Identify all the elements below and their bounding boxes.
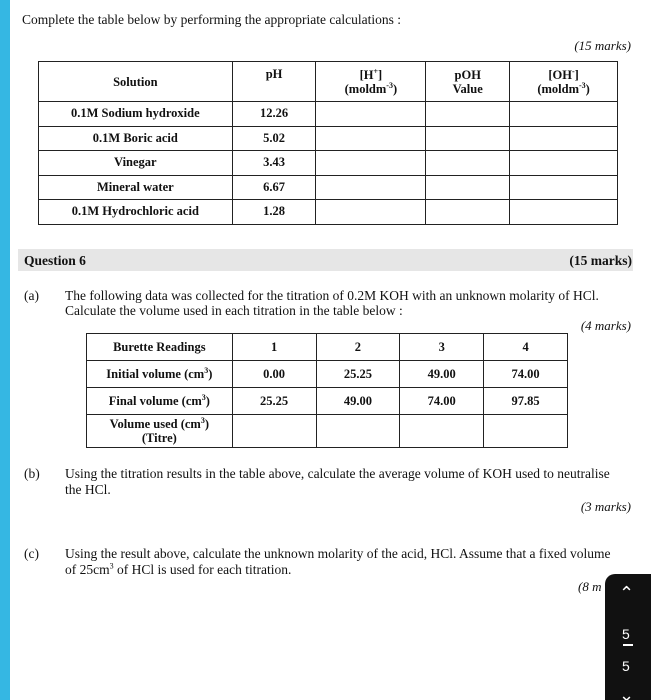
table-row — [39, 175, 618, 200]
table-row — [39, 151, 618, 176]
table-header-row — [87, 334, 568, 361]
page-separator — [623, 644, 633, 646]
current-page-number: 5 — [622, 626, 630, 642]
cell-h-conc[interactable] — [316, 102, 426, 127]
col-header-solution: Solution — [39, 62, 233, 102]
part-a-marks: (4 marks) — [580, 318, 631, 333]
final-volume-label: Final volume $(cm^3)$ — [87, 388, 233, 415]
col-header-ph: pH — [232, 62, 316, 102]
cell-poh[interactable] — [426, 102, 510, 127]
col-header-3: 3 — [400, 334, 484, 361]
cell-poh[interactable] — [426, 175, 510, 200]
instructions-text: Complete the table below by performing the appropriate calculations : — [22, 12, 402, 27]
cell-ph: 12.26 — [232, 102, 316, 127]
cell-ph: 6.67 — [232, 175, 316, 200]
final-volume-cell: 97.85 — [484, 388, 568, 415]
cell-poh[interactable] — [426, 126, 510, 151]
cell-solution: Mineral water — [39, 175, 233, 200]
cell-oh-conc[interactable] — [510, 151, 618, 176]
table1-marks: (15 marks) — [574, 38, 631, 53]
page-navigator — [605, 574, 651, 700]
table-row — [39, 102, 618, 127]
cell-solution: Vinegar — [39, 151, 233, 176]
part-b-marks: (3 marks) — [580, 499, 631, 514]
part-a-label: (a) — [24, 288, 39, 303]
question-header-bar — [18, 249, 633, 271]
part-c-marks: (8 m — [578, 579, 602, 594]
cell-oh-conc[interactable] — [510, 175, 618, 200]
cell-poh[interactable] — [426, 200, 510, 225]
titration-table — [86, 333, 568, 448]
burette-readings-header: Burette Readings — [87, 334, 233, 361]
cell-oh-conc[interactable] — [510, 200, 618, 225]
cell-h-conc[interactable] — [316, 175, 426, 200]
initial-volume-label: Initial volume $(cm^3)$ — [87, 361, 233, 388]
cell-ph: 5.02 — [232, 126, 316, 151]
part-b-line2: the HCl. — [65, 482, 111, 497]
chevron-down-icon[interactable]: ⌄ — [619, 686, 635, 700]
part-a-line1: The following data was collected for the titration of 0.2M KOH with an unknown molarity of HCl. — [65, 288, 599, 303]
part-b-label: (b) — [24, 466, 40, 481]
volume-used-label: Volume used $(cm^3)$ (Titre) — [87, 415, 233, 448]
part-c-line1: Using the result above, calculate the unknown molarity of the acid, HCl. Assume that a fixed volume — [65, 546, 611, 561]
part-a-line2: Calculate the volume used in each titration in the table below : — [65, 303, 403, 318]
volume-used-cell[interactable] — [232, 415, 316, 448]
initial-volume-cell: 0.00 — [232, 361, 316, 388]
initial-volume-cell: 25.25 — [316, 361, 400, 388]
col-header-1: 1 — [232, 334, 316, 361]
cell-solution: 0.1M Sodium hydroxide — [39, 102, 233, 127]
table-row — [39, 126, 618, 151]
final-volume-cell: 74.00 — [400, 388, 484, 415]
table-row — [87, 415, 568, 448]
cell-h-conc[interactable] — [316, 200, 426, 225]
part-c-label: (c) — [24, 546, 39, 561]
cell-ph: 1.28 — [232, 200, 316, 225]
final-volume-cell: 25.25 — [232, 388, 316, 415]
question-title: Question 6 — [24, 253, 86, 268]
chevron-up-icon[interactable]: ⌃ — [619, 583, 635, 603]
volume-used-cell[interactable] — [316, 415, 400, 448]
table-header-row — [39, 62, 618, 102]
col-header-h-conc: [H+] (moldm$^{-3}$) — [316, 62, 426, 102]
table-row — [87, 361, 568, 388]
cell-h-conc[interactable] — [316, 126, 426, 151]
cell-poh[interactable] — [426, 151, 510, 176]
final-volume-cell: 49.00 — [316, 388, 400, 415]
question-marks: (15 marks) — [569, 253, 632, 268]
cell-oh-conc[interactable] — [510, 102, 618, 127]
total-page-number: 5 — [622, 658, 630, 674]
ph-calculation-table — [38, 61, 618, 225]
col-header-4: 4 — [484, 334, 568, 361]
volume-used-cell[interactable] — [484, 415, 568, 448]
cell-ph: 3.43 — [232, 151, 316, 176]
initial-volume-cell: 74.00 — [484, 361, 568, 388]
cell-solution: 0.1M Boric acid — [39, 126, 233, 151]
cell-oh-conc[interactable] — [510, 126, 618, 151]
table-row — [87, 388, 568, 415]
left-accent-bar — [0, 0, 10, 700]
cell-h-conc[interactable] — [316, 151, 426, 176]
part-c-line2: of $25cm^3$ of HCl is used for each titration. — [65, 561, 292, 577]
part-b-line1: Using the titration results in the table above, calculate the average volume of KOH used to neutralise — [65, 466, 610, 481]
col-header-poh: pOH Value — [426, 62, 510, 102]
col-header-oh-conc: [OH-] (moldm$^{-3}$) — [510, 62, 618, 102]
table-row — [39, 200, 618, 225]
cell-solution: 0.1M Hydrochloric acid — [39, 200, 233, 225]
volume-used-cell[interactable] — [400, 415, 484, 448]
col-header-2: 2 — [316, 334, 400, 361]
initial-volume-cell: 49.00 — [400, 361, 484, 388]
